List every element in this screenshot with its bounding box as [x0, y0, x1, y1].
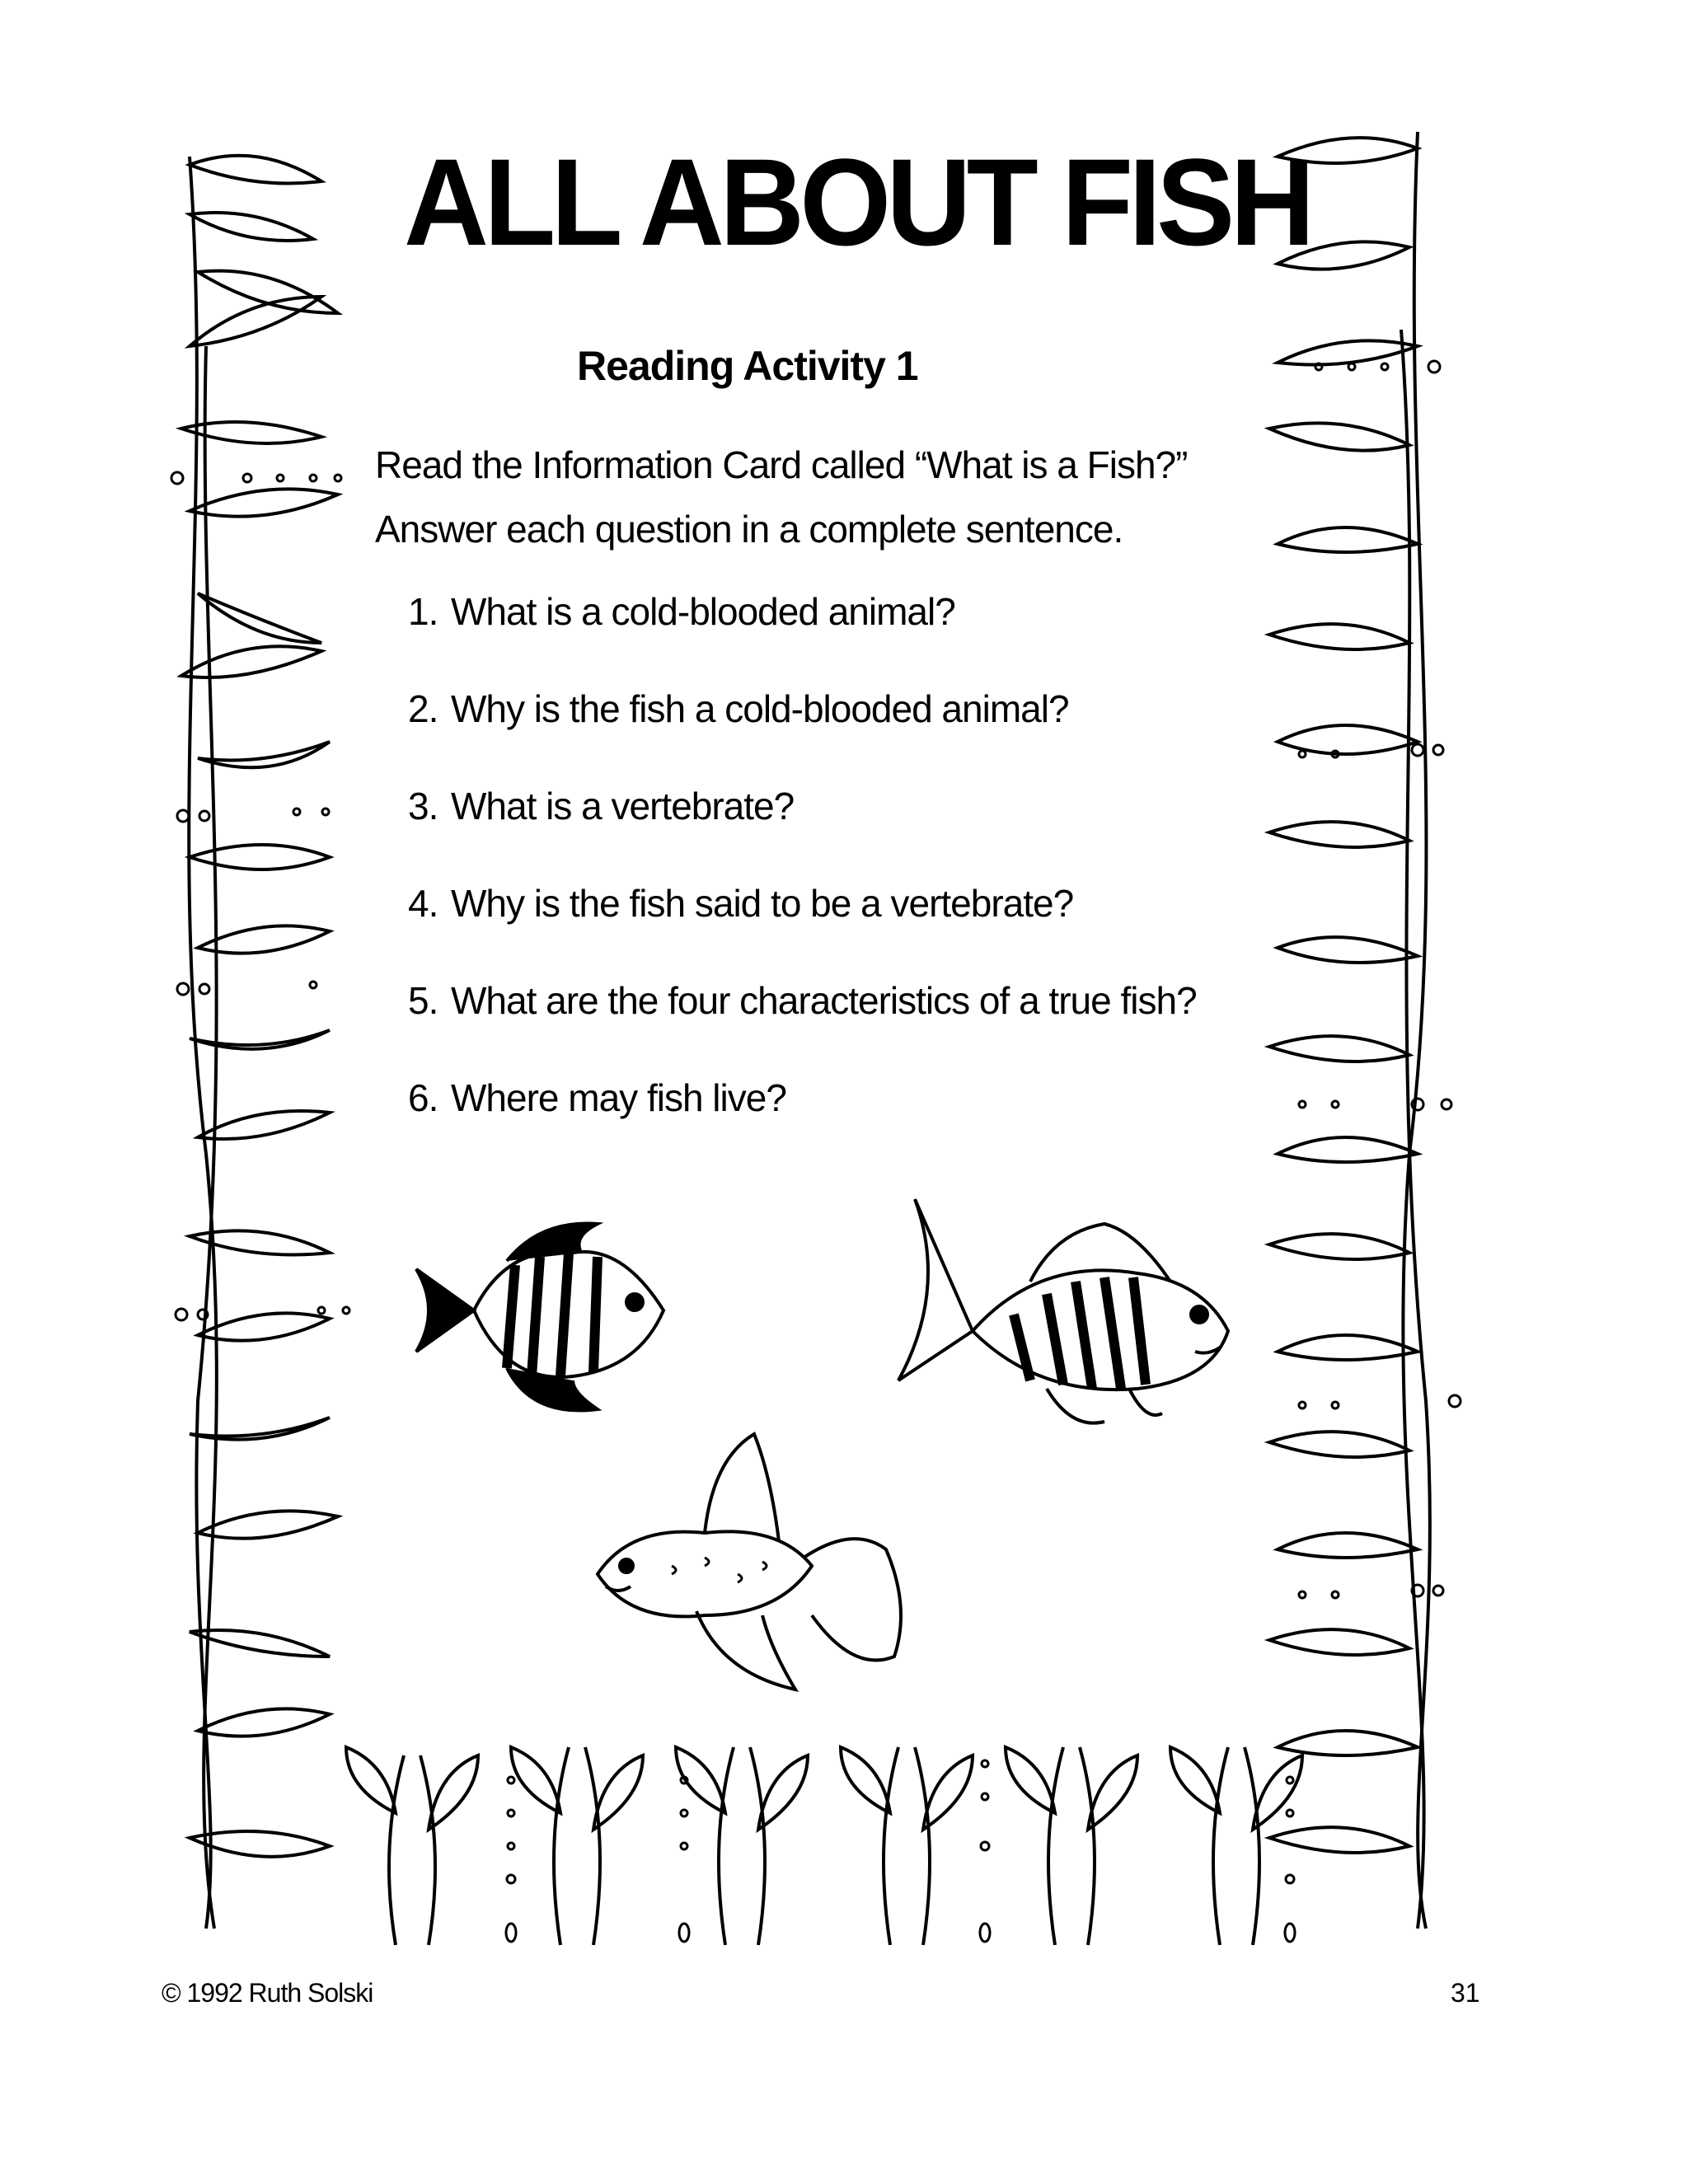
- instructions: [375, 433, 1187, 561]
- goldfish-icon: [581, 1426, 911, 1698]
- page-number: 31: [1451, 1978, 1480, 2008]
- question-text: What is a cold-blooded animal?: [451, 590, 955, 633]
- question-number: 3.: [408, 785, 438, 827]
- question-number: 1.: [408, 590, 438, 633]
- question-item: [408, 978, 1197, 1076]
- question-text: Where may fish live?: [451, 1076, 786, 1119]
- question-list: [408, 589, 1197, 1173]
- question-text: What is a vertebrate?: [451, 785, 795, 827]
- question-number: 5.: [408, 979, 438, 1022]
- question-text: Why is the fish said to be a vertebrate?: [451, 882, 1074, 925]
- question-item: [408, 784, 1197, 881]
- perch-icon: [890, 1191, 1236, 1446]
- instruction-line: Read the Information Card called “What is a Fish?”: [375, 443, 1188, 486]
- angelfish-icon: [408, 1212, 680, 1426]
- question-item: [408, 881, 1197, 978]
- question-item: [408, 589, 1197, 687]
- question-text: Why is the fish a cold-blooded animal?: [451, 687, 1069, 730]
- question-number: 4.: [408, 882, 438, 925]
- page-title: ALL ABOUT FISH: [404, 133, 1311, 271]
- question-text: What are the four characteristics of a true fish?: [451, 979, 1197, 1022]
- question-number: 2.: [408, 687, 438, 730]
- question-item: [408, 1076, 1197, 1173]
- question-number: 6.: [408, 1076, 438, 1119]
- copyright-notice: © 1992 Ruth Solski: [162, 1978, 373, 2008]
- question-item: [408, 687, 1197, 784]
- activity-subtitle: Reading Activity 1: [577, 343, 918, 389]
- instruction-line: Answer each question in a complete sentence.: [375, 508, 1123, 551]
